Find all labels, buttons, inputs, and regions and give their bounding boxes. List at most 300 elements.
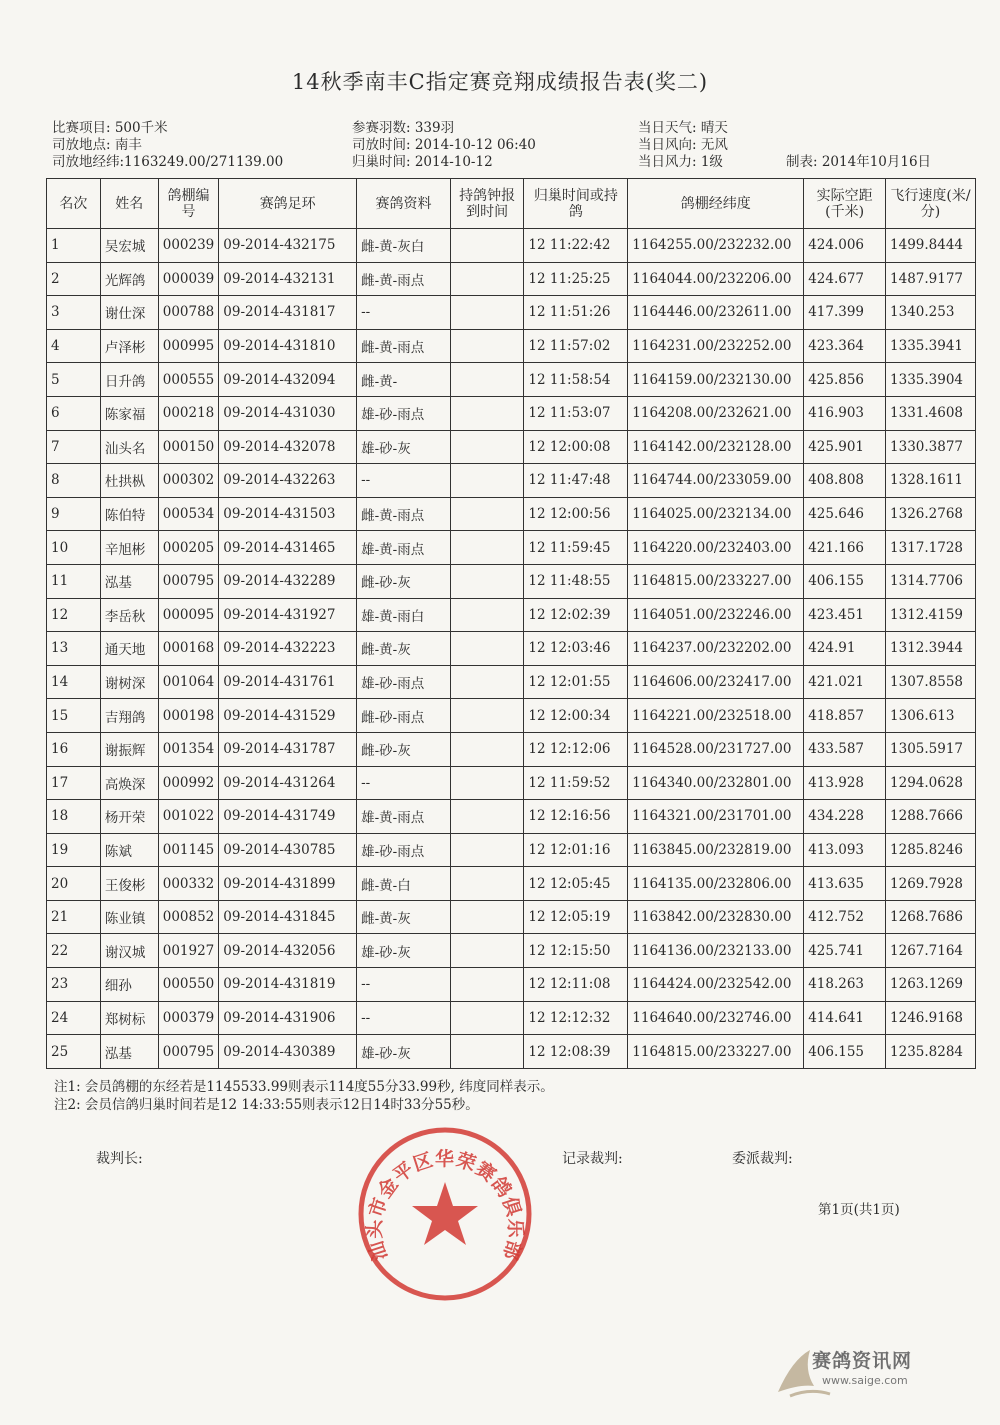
- cell-clock: [450, 833, 524, 867]
- cell-coords: 1164051.00/232246.00: [628, 598, 804, 632]
- cell-ring: 09-2014-432131: [219, 262, 357, 296]
- cell-name: 杨开荣: [100, 800, 158, 834]
- table-row: [47, 229, 976, 263]
- cell-info: 雌-黄-: [357, 363, 451, 397]
- cell-dist: 434.228: [804, 800, 886, 834]
- cell-clock: [450, 262, 524, 296]
- cell-clock: [450, 329, 524, 363]
- cell-ring: 09-2014-431927: [219, 598, 357, 632]
- cell-coords: 1164744.00/233059.00: [628, 464, 804, 498]
- cell-clock: [450, 396, 524, 430]
- cell-coords: 1164446.00/232611.00: [628, 296, 804, 330]
- cell-arrive: 12 11:59:52: [524, 766, 628, 800]
- cell-arrive: 12 12:15:50: [524, 934, 628, 968]
- cell-clock: [450, 564, 524, 598]
- cell-coords: 1164424.00/232542.00: [628, 968, 804, 1002]
- cell-info: 雌-砂-灰: [357, 732, 451, 766]
- cell-dist: 406.155: [804, 1035, 886, 1069]
- cell-name: 卢泽彬: [100, 329, 158, 363]
- cell-arrive: 12 12:16:56: [524, 800, 628, 834]
- cell-coords: 1164221.00/232518.00: [628, 699, 804, 733]
- cell-info: 雄-黄-雨点: [357, 800, 451, 834]
- cell-dist: 425.856: [804, 363, 886, 397]
- cell-rank: 5: [47, 363, 101, 397]
- cell-speed: 1340.253: [886, 296, 976, 330]
- header-arrive: 归巢时间或持鸽: [524, 179, 628, 229]
- cell-name: 李岳秋: [100, 598, 158, 632]
- cell-name: 辛旭彬: [100, 531, 158, 565]
- table-row: [47, 968, 976, 1002]
- cell-arrive: 12 12:00:56: [524, 497, 628, 531]
- cell-ring: 09-2014-432175: [219, 229, 357, 263]
- cell-loft: 000150: [158, 430, 219, 464]
- cell-arrive: 12 12:02:39: [524, 598, 628, 632]
- cell-name: 谢汉城: [100, 934, 158, 968]
- cell-name: 泓基: [100, 564, 158, 598]
- cell-rank: 3: [47, 296, 101, 330]
- cell-speed: 1317.1728: [886, 531, 976, 565]
- cell-arrive: 12 12:05:45: [524, 867, 628, 901]
- cell-name: 王俊彬: [100, 867, 158, 901]
- cell-clock: [450, 430, 524, 464]
- cell-speed: 1314.7706: [886, 564, 976, 598]
- cell-loft: 000788: [158, 296, 219, 330]
- cell-clock: [450, 363, 524, 397]
- cell-rank: 21: [47, 900, 101, 934]
- cell-loft: 000852: [158, 900, 219, 934]
- cell-speed: 1305.5917: [886, 732, 976, 766]
- cell-dist: 413.093: [804, 833, 886, 867]
- cell-clock: [450, 732, 524, 766]
- header-distance: 实际空距(千米): [804, 179, 886, 229]
- watermark-url: www.saige.com: [822, 1374, 908, 1387]
- cell-dist: 425.901: [804, 430, 886, 464]
- cell-loft: 001145: [158, 833, 219, 867]
- cell-loft: 000302: [158, 464, 219, 498]
- cell-dist: 413.928: [804, 766, 886, 800]
- cell-arrive: 12 12:12:06: [524, 732, 628, 766]
- wind-force: 当日风力: 1级: [638, 154, 723, 170]
- weather: 当日天气: 晴天: [638, 120, 728, 136]
- cell-speed: 1487.9177: [886, 262, 976, 296]
- cell-clock: [450, 497, 524, 531]
- cell-info: 雌-砂-灰: [357, 564, 451, 598]
- notes: [54, 1078, 554, 1114]
- cell-loft: 001354: [158, 732, 219, 766]
- cell-loft: 000795: [158, 564, 219, 598]
- cell-name: 谢树深: [100, 665, 158, 699]
- cell-coords: 1164815.00/233227.00: [628, 564, 804, 598]
- cell-arrive: 12 11:22:42: [524, 229, 628, 263]
- cell-ring: 09-2014-431529: [219, 699, 357, 733]
- cell-clock: [450, 229, 524, 263]
- cell-speed: 1268.7686: [886, 900, 976, 934]
- cell-rank: 8: [47, 464, 101, 498]
- table-row: [47, 363, 976, 397]
- table-row: [47, 934, 976, 968]
- table-row: [47, 732, 976, 766]
- cell-arrive: 12 12:00:34: [524, 699, 628, 733]
- cell-arrive: 12 11:59:45: [524, 531, 628, 565]
- cell-speed: 1294.0628: [886, 766, 976, 800]
- cell-arrive: 12 11:51:26: [524, 296, 628, 330]
- cell-speed: 1335.3904: [886, 363, 976, 397]
- recorder-referee-label: 记录裁判:: [562, 1151, 623, 1167]
- table-row: [47, 632, 976, 666]
- cell-ring: 09-2014-431819: [219, 968, 357, 1002]
- cell-coords: 1163845.00/232819.00: [628, 833, 804, 867]
- cell-info: 雄-砂-雨点: [357, 833, 451, 867]
- cell-speed: 1288.7666: [886, 800, 976, 834]
- cell-name: 陈伯特: [100, 497, 158, 531]
- cell-coords: 1164255.00/232232.00: [628, 229, 804, 263]
- cell-arrive: 12 11:47:48: [524, 464, 628, 498]
- cell-ring: 09-2014-432289: [219, 564, 357, 598]
- cell-name: 汕头名: [100, 430, 158, 464]
- table-row: [47, 464, 976, 498]
- cell-ring: 09-2014-431465: [219, 531, 357, 565]
- cell-speed: 1246.9168: [886, 1001, 976, 1035]
- cell-name: 谢仕深: [100, 296, 158, 330]
- cell-coords: 1164135.00/232806.00: [628, 867, 804, 901]
- table-row: [47, 296, 976, 330]
- cell-info: 雌-黄-雨点: [357, 497, 451, 531]
- cell-ring: 09-2014-431503: [219, 497, 357, 531]
- cell-speed: 1331.4608: [886, 396, 976, 430]
- header-coords: 鸽棚经纬度: [628, 179, 804, 229]
- cell-speed: 1312.3944: [886, 632, 976, 666]
- cell-clock: [450, 1035, 524, 1069]
- cell-rank: 25: [47, 1035, 101, 1069]
- cell-rank: 14: [47, 665, 101, 699]
- cell-loft: 000992: [158, 766, 219, 800]
- table-header-row: [47, 179, 976, 229]
- cell-dist: 416.903: [804, 396, 886, 430]
- cell-clock: [450, 934, 524, 968]
- cell-speed: 1335.3941: [886, 329, 976, 363]
- cell-loft: 000095: [158, 598, 219, 632]
- cell-rank: 11: [47, 564, 101, 598]
- cell-dist: 408.808: [804, 464, 886, 498]
- cell-rank: 7: [47, 430, 101, 464]
- cell-ring: 09-2014-431899: [219, 867, 357, 901]
- cell-arrive: 12 12:01:16: [524, 833, 628, 867]
- header-clock: 持鸽钟报到时间: [450, 179, 524, 229]
- cell-speed: 1285.8246: [886, 833, 976, 867]
- cell-rank: 20: [47, 867, 101, 901]
- cell-coords: 1164606.00/232417.00: [628, 665, 804, 699]
- cell-rank: 23: [47, 968, 101, 1002]
- cell-ring: 09-2014-432223: [219, 632, 357, 666]
- cell-dist: 424.91: [804, 632, 886, 666]
- cell-info: 雌-黄-雨点: [357, 329, 451, 363]
- cell-clock: [450, 968, 524, 1002]
- cell-arrive: 12 12:01:55: [524, 665, 628, 699]
- cell-clock: [450, 900, 524, 934]
- cell-speed: 1307.8558: [886, 665, 976, 699]
- cell-loft: 000555: [158, 363, 219, 397]
- cell-ring: 09-2014-431810: [219, 329, 357, 363]
- cell-dist: 418.857: [804, 699, 886, 733]
- cell-rank: 19: [47, 833, 101, 867]
- cell-ring: 09-2014-430785: [219, 833, 357, 867]
- cell-clock: [450, 632, 524, 666]
- table-row: [47, 262, 976, 296]
- event-distance: 比赛项目: 500千米: [52, 120, 168, 136]
- cell-ring: 09-2014-431761: [219, 665, 357, 699]
- cell-name: 光辉鸽: [100, 262, 158, 296]
- watermark-site-name: 赛鸽资讯网: [812, 1350, 913, 1372]
- cell-rank: 18: [47, 800, 101, 834]
- cell-info: --: [357, 296, 451, 330]
- cell-dist: 412.752: [804, 900, 886, 934]
- cell-name: 谢振辉: [100, 732, 158, 766]
- table-row: [47, 598, 976, 632]
- table-row: [47, 430, 976, 464]
- cell-info: --: [357, 968, 451, 1002]
- cell-dist: 423.451: [804, 598, 886, 632]
- cell-rank: 13: [47, 632, 101, 666]
- return-time: 归巢时间: 2014-10-12: [352, 154, 493, 170]
- cell-loft: 000205: [158, 531, 219, 565]
- cell-loft: 000534: [158, 497, 219, 531]
- cell-info: 雌-黄-灰: [357, 632, 451, 666]
- cell-arrive: 12 11:53:07: [524, 396, 628, 430]
- release-place: 司放地点: 南丰: [52, 137, 142, 153]
- cell-ring: 09-2014-431264: [219, 766, 357, 800]
- cell-clock: [450, 665, 524, 699]
- cell-ring: 09-2014-431817: [219, 296, 357, 330]
- cell-name: 陈斌: [100, 833, 158, 867]
- note-2: 注2: 会员信鸽归巢时间若是12 14:33:55则表示12日14时33分55秒。: [54, 1097, 479, 1113]
- cell-arrive: 12 11:58:54: [524, 363, 628, 397]
- cell-info: 雌-黄-灰: [357, 900, 451, 934]
- cell-loft: 000218: [158, 396, 219, 430]
- table-row: [47, 531, 976, 565]
- header-rank: 名次: [47, 179, 101, 229]
- cell-clock: [450, 598, 524, 632]
- table-row: [47, 497, 976, 531]
- cell-ring: 09-2014-431845: [219, 900, 357, 934]
- cell-ring: 09-2014-432056: [219, 934, 357, 968]
- cell-arrive: 12 12:12:32: [524, 1001, 628, 1035]
- cell-arrive: 12 11:57:02: [524, 329, 628, 363]
- cell-speed: 1330.3877: [886, 430, 976, 464]
- cell-info: 雄-黄-雨点: [357, 531, 451, 565]
- cell-dist: 424.677: [804, 262, 886, 296]
- cell-dist: 423.364: [804, 329, 886, 363]
- cell-rank: 22: [47, 934, 101, 968]
- table-row: [47, 867, 976, 901]
- table-made-date: 制表: 2014年10月16日: [786, 154, 932, 170]
- cell-coords: 1164136.00/232133.00: [628, 934, 804, 968]
- release-coordinates: 司放地经纬:1163249.00/271139.00: [52, 154, 284, 170]
- table-row: [47, 833, 976, 867]
- cell-name: 陈家福: [100, 396, 158, 430]
- cell-info: 雄-砂-雨点: [357, 665, 451, 699]
- cell-dist: 417.399: [804, 296, 886, 330]
- cell-arrive: 12 12:08:39: [524, 1035, 628, 1069]
- results-body: [47, 229, 976, 1069]
- cell-coords: 1164025.00/232134.00: [628, 497, 804, 531]
- cell-info: --: [357, 766, 451, 800]
- table-row: [47, 699, 976, 733]
- cell-coords: 1163842.00/232830.00: [628, 900, 804, 934]
- cell-name: 吴宏城: [100, 229, 158, 263]
- club-seal-stamp: [355, 1124, 535, 1304]
- cell-info: 雄-砂-灰: [357, 1035, 451, 1069]
- cell-loft: 001022: [158, 800, 219, 834]
- table-row: [47, 900, 976, 934]
- table-row: [47, 665, 976, 699]
- cell-coords: 1164220.00/232403.00: [628, 531, 804, 565]
- cell-clock: [450, 699, 524, 733]
- cell-coords: 1164208.00/232621.00: [628, 396, 804, 430]
- delegate-referee-label: 委派裁判:: [732, 1151, 793, 1167]
- cell-dist: 418.263: [804, 968, 886, 1002]
- table-row: [47, 800, 976, 834]
- entry-count: 参赛羽数: 339羽: [352, 120, 455, 136]
- cell-ring: 09-2014-431749: [219, 800, 357, 834]
- cell-arrive: 12 12:00:08: [524, 430, 628, 464]
- cell-speed: 1269.7928: [886, 867, 976, 901]
- cell-info: 雄-砂-雨点: [357, 396, 451, 430]
- cell-rank: 16: [47, 732, 101, 766]
- header-info: 赛鸽资料: [357, 179, 451, 229]
- wind-direction: 当日风向: 无风: [638, 137, 728, 153]
- cell-dist: 413.635: [804, 867, 886, 901]
- chief-referee-label: 裁判长:: [96, 1151, 143, 1167]
- cell-name: 陈业镇: [100, 900, 158, 934]
- cell-speed: 1235.8284: [886, 1035, 976, 1069]
- cell-loft: 001064: [158, 665, 219, 699]
- cell-info: 雄-砂-灰: [357, 934, 451, 968]
- cell-info: --: [357, 464, 451, 498]
- cell-coords: 1164237.00/232202.00: [628, 632, 804, 666]
- cell-clock: [450, 296, 524, 330]
- cell-rank: 1: [47, 229, 101, 263]
- cell-name: 细孙: [100, 968, 158, 1002]
- table-row: [47, 396, 976, 430]
- table-row: [47, 766, 976, 800]
- cell-dist: 421.021: [804, 665, 886, 699]
- cell-info: 雌-黄-白: [357, 867, 451, 901]
- cell-ring: 09-2014-431787: [219, 732, 357, 766]
- cell-clock: [450, 800, 524, 834]
- table-row: [47, 1035, 976, 1069]
- note-1: 注1: 会员鸽棚的东经若是1145533.99则表示114度55分33.99秒, 纬度同样表示。: [54, 1079, 554, 1095]
- table-row: [47, 329, 976, 363]
- cell-rank: 2: [47, 262, 101, 296]
- cell-loft: 000239: [158, 229, 219, 263]
- svg-text:汕头市金平区华荣赛鸽俱乐部: 汕头市金平区华荣赛鸽俱乐部: [363, 1147, 527, 1264]
- cell-info: 雌-砂-雨点: [357, 699, 451, 733]
- cell-name: 郑树标: [100, 1001, 158, 1035]
- cell-speed: 1326.2768: [886, 497, 976, 531]
- cell-speed: 1312.4159: [886, 598, 976, 632]
- cell-coords: 1164640.00/232746.00: [628, 1001, 804, 1035]
- cell-coords: 1164340.00/232801.00: [628, 766, 804, 800]
- cell-arrive: 12 12:03:46: [524, 632, 628, 666]
- cell-rank: 4: [47, 329, 101, 363]
- cell-name: 高焕深: [100, 766, 158, 800]
- cell-arrive: 12 12:11:08: [524, 968, 628, 1002]
- cell-dist: 424.006: [804, 229, 886, 263]
- cell-ring: 09-2014-431030: [219, 396, 357, 430]
- cell-dist: 425.646: [804, 497, 886, 531]
- cell-clock: [450, 766, 524, 800]
- cell-ring: 09-2014-432094: [219, 363, 357, 397]
- cell-ring: 09-2014-432078: [219, 430, 357, 464]
- cell-clock: [450, 867, 524, 901]
- cell-info: --: [357, 1001, 451, 1035]
- cell-loft: 001927: [158, 934, 219, 968]
- cell-coords: 1164142.00/232128.00: [628, 430, 804, 464]
- header-loft: 鸽棚编号: [158, 179, 219, 229]
- cell-speed: 1263.1269: [886, 968, 976, 1002]
- cell-rank: 17: [47, 766, 101, 800]
- cell-clock: [450, 531, 524, 565]
- cell-loft: 000039: [158, 262, 219, 296]
- header-ring: 赛鸽足环: [219, 179, 357, 229]
- cell-rank: 10: [47, 531, 101, 565]
- cell-dist: 421.166: [804, 531, 886, 565]
- cell-dist: 425.741: [804, 934, 886, 968]
- cell-coords: 1164321.00/231701.00: [628, 800, 804, 834]
- cell-loft: 000332: [158, 867, 219, 901]
- cell-arrive: 12 11:25:25: [524, 262, 628, 296]
- cell-ring: 09-2014-431906: [219, 1001, 357, 1035]
- cell-coords: 1164231.00/232252.00: [628, 329, 804, 363]
- cell-name: 泓基: [100, 1035, 158, 1069]
- cell-speed: 1499.8444: [886, 229, 976, 263]
- cell-loft: 000995: [158, 329, 219, 363]
- cell-coords: 1164044.00/232206.00: [628, 262, 804, 296]
- cell-loft: 000795: [158, 1035, 219, 1069]
- cell-info: 雌-黄-灰白: [357, 229, 451, 263]
- cell-coords: 1164815.00/233227.00: [628, 1035, 804, 1069]
- cell-name: 日升鸽: [100, 363, 158, 397]
- cell-ring: 09-2014-430389: [219, 1035, 357, 1069]
- cell-dist: 433.587: [804, 732, 886, 766]
- page-title: 14秋季南丰C指定赛竞翔成绩报告表(奖二): [291, 70, 709, 94]
- cell-rank: 15: [47, 699, 101, 733]
- cell-info: 雄-砂-灰: [357, 430, 451, 464]
- table-row: [47, 1001, 976, 1035]
- table-row: [47, 564, 976, 598]
- cell-rank: 12: [47, 598, 101, 632]
- cell-speed: 1306.613: [886, 699, 976, 733]
- cell-rank: 9: [47, 497, 101, 531]
- page-number: 第1页(共1页): [818, 1202, 900, 1218]
- cell-arrive: 12 11:48:55: [524, 564, 628, 598]
- cell-rank: 6: [47, 396, 101, 430]
- header-speed: 飞行速度(米/分): [886, 179, 976, 229]
- cell-info: 雌-黄-雨点: [357, 262, 451, 296]
- header-name: 姓名: [100, 179, 158, 229]
- cell-speed: 1328.1611: [886, 464, 976, 498]
- results-table: [46, 178, 976, 1069]
- cell-dist: 414.641: [804, 1001, 886, 1035]
- release-time: 司放时间: 2014-10-12 06:40: [352, 137, 536, 153]
- cell-name: 通天地: [100, 632, 158, 666]
- cell-coords: 1164159.00/232130.00: [628, 363, 804, 397]
- cell-rank: 24: [47, 1001, 101, 1035]
- cell-clock: [450, 464, 524, 498]
- cell-loft: 000550: [158, 968, 219, 1002]
- cell-dist: 406.155: [804, 564, 886, 598]
- cell-clock: [450, 1001, 524, 1035]
